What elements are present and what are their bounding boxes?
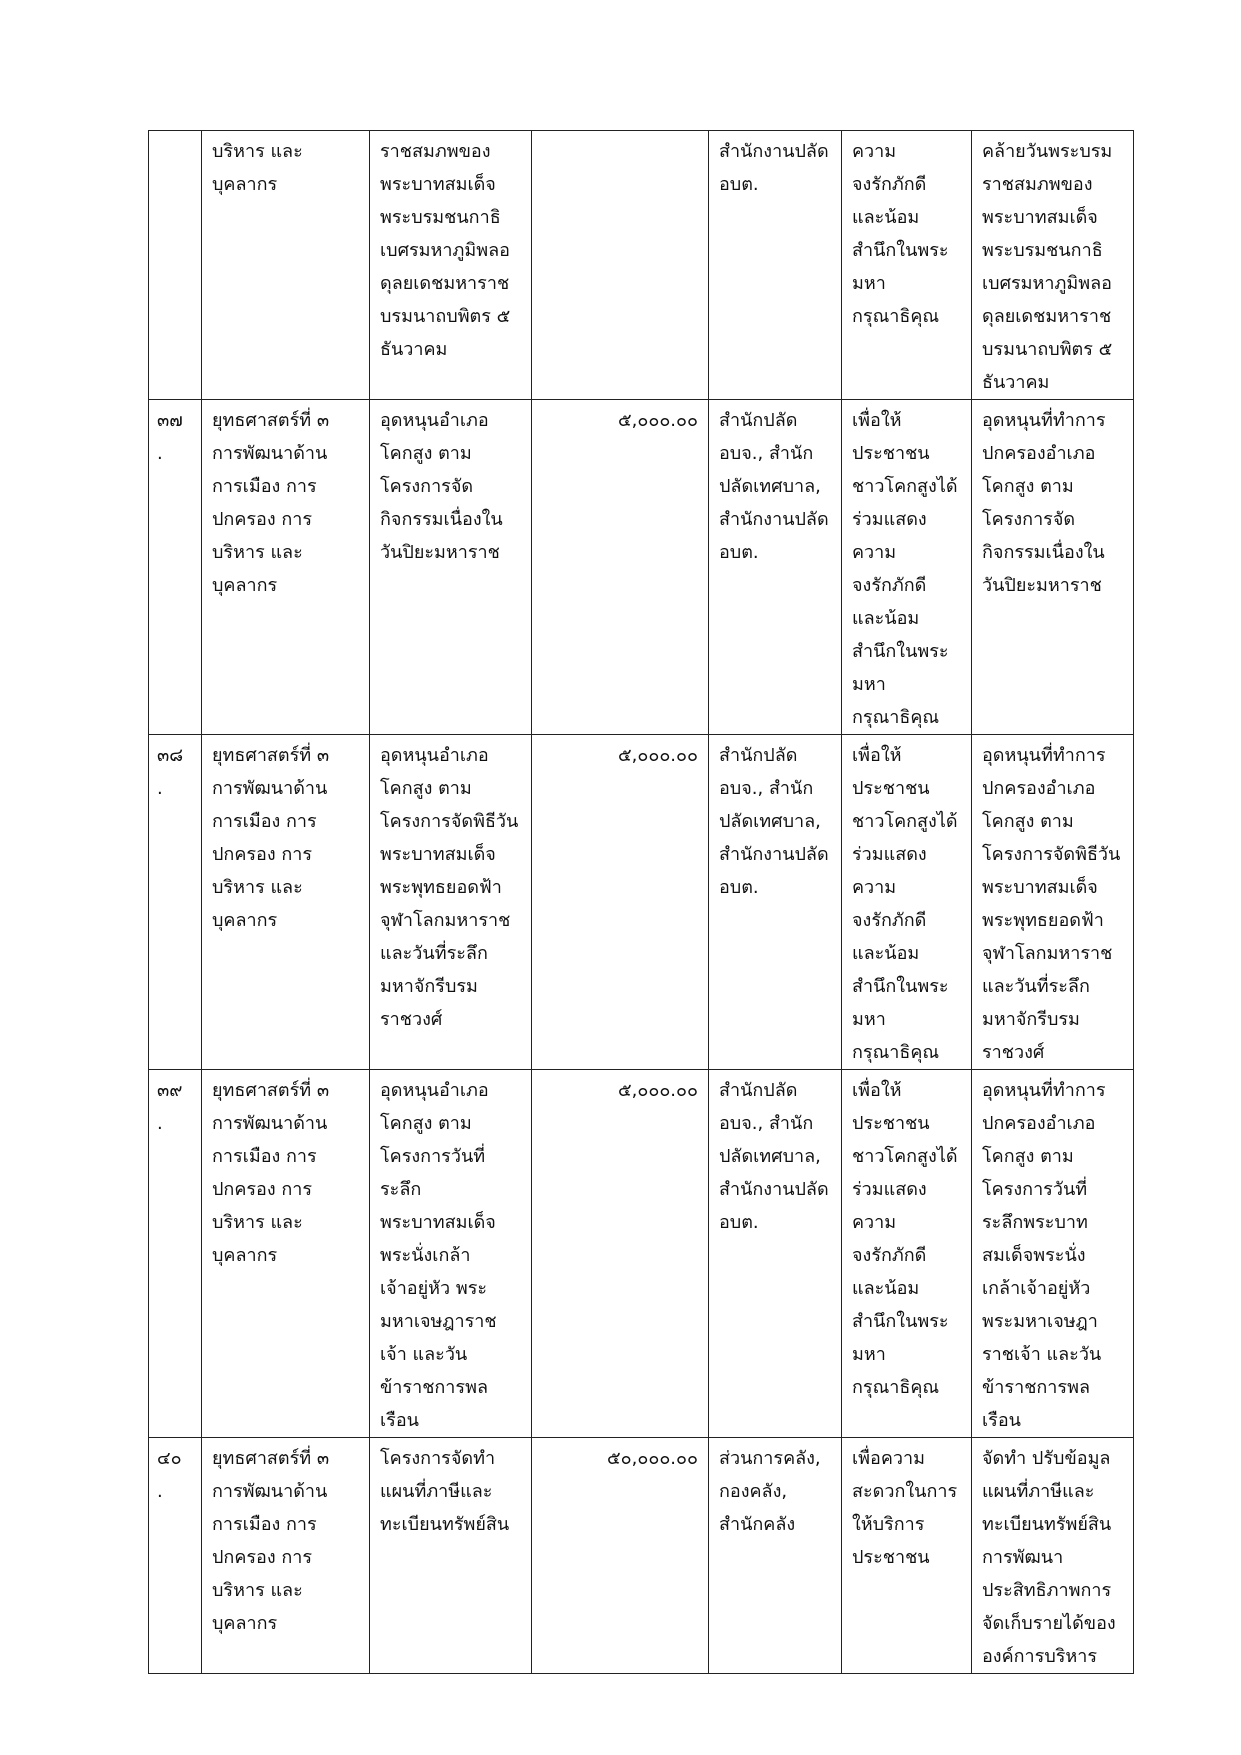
output-cell: อุดหนุนที่ทำการ ปกครองอำเภอ โคกสูง ตาม โครงการวันที่ ระลึกพระบาท สมเด็จพระนั่ง เกล้าเจ้าอยู่หัว พระมหาเจษฎา ราชเจ้า และวัน ข้าราชการพล เรือน: [972, 1070, 1134, 1438]
table-row: [149, 1438, 1134, 1674]
agency-cell: สำนักปลัด อบจ., สำนัก ปลัดเทศบาล, สำนักงานปลัด อบต.: [709, 1070, 842, 1438]
row-number: ๓๗ .: [149, 400, 202, 735]
project-cell: อุดหนุนอำเภอ โคกสูง ตาม โครงการจัด กิจกรรมเนื่องใน วันปิยะมหาราช: [370, 400, 532, 735]
table-row: [149, 1070, 1134, 1438]
objective-cell: เพื่อให้ ประชาชน ชาวโคกสูงได้ ร่วมแสดง ความ จงรักภักดี และน้อม สำนึกในพระ มหา กรุณาธิคุณ: [842, 1070, 972, 1438]
output-cell: จัดทำ ปรับข้อมูล แผนที่ภาษีและ ทะเบียนทรัพย์สิน การพัฒนา ประสิทธิภาพการ จัดเก็บรายได้ของ องค์การบริหาร: [972, 1438, 1134, 1674]
project-cell: อุดหนุนอำเภอ โคกสูง ตาม โครงการวันที่ ระลึก พระบาทสมเด็จ พระนั่งเกล้า เจ้าอยู่หัว พระ มหาเจษฎาราช เจ้า และวัน ข้าราชการพล เรือน: [370, 1070, 532, 1438]
output-cell: คล้ายวันพระบรม ราชสมภพของ พระบาทสมเด็จ พระบรมชนกาธิ เบศรมหาภูมิพลอ ดุลยเดชมหาราช บรมนาถบพิตร ๕ ธันวาคม: [972, 131, 1134, 400]
project-cell: ราชสมภพของ พระบาทสมเด็จ พระบรมชนกาธิ เบศรมหาภูมิพลอ ดุลยเดชมหาราช บรมนาถบพิตร ๕ ธันวาคม: [370, 131, 532, 400]
agency-cell: สำนักปลัด อบจ., สำนัก ปลัดเทศบาล, สำนักงานปลัด อบต.: [709, 735, 842, 1070]
strategy-cell: ยุทธศาสตร์ที่ ๓ การพัฒนาด้าน การเมือง การ ปกครอง การ บริหาร และ บุคลากร: [202, 1438, 370, 1674]
budget-cell: ๕,๐๐๐.๐๐: [532, 400, 709, 735]
strategy-cell: ยุทธศาสตร์ที่ ๓ การพัฒนาด้าน การเมือง การ ปกครอง การ บริหาร และ บุคลากร: [202, 1070, 370, 1438]
table-row: [149, 400, 1134, 735]
agency-cell: ส่วนการคลัง, กองคลัง, สำนักคลัง: [709, 1438, 842, 1674]
project-cell: โครงการจัดทำ แผนที่ภาษีและ ทะเบียนทรัพย์สิน: [370, 1438, 532, 1674]
strategy-cell: ยุทธศาสตร์ที่ ๓ การพัฒนาด้าน การเมือง การ ปกครอง การ บริหาร และ บุคลากร: [202, 400, 370, 735]
strategy-cell: ยุทธศาสตร์ที่ ๓ การพัฒนาด้าน การเมือง การ ปกครอง การ บริหาร และ บุคลากร: [202, 735, 370, 1070]
row-number: ๔๐ .: [149, 1438, 202, 1674]
objective-cell: เพื่อให้ ประชาชน ชาวโคกสูงได้ ร่วมแสดง ความ จงรักภักดี และน้อม สำนึกในพระ มหา กรุณาธิคุณ: [842, 735, 972, 1070]
strategy-cell: บริหาร และ บุคลากร: [202, 131, 370, 400]
project-cell: อุดหนุนอำเภอ โคกสูง ตาม โครงการจัดพิธีวัน พระบาทสมเด็จ พระพุทธยอดฟ้า จุฬาโลกมหาราช และวันที่ระลึก มหาจักรีบรม ราชวงศ์: [370, 735, 532, 1070]
output-cell: อุดหนุนที่ทำการ ปกครองอำเภอ โคกสูง ตาม โครงการจัด กิจกรรมเนื่องใน วันปิยะมหาราช: [972, 400, 1134, 735]
objective-cell: เพื่อความ สะดวกในการ ให้บริการ ประชาชน: [842, 1438, 972, 1674]
row-number: ๓๘ .: [149, 735, 202, 1070]
agency-cell: สำนักงานปลัด อบต.: [709, 131, 842, 400]
table-row: [149, 131, 1134, 400]
budget-cell: [532, 131, 709, 400]
table-row: [149, 735, 1134, 1070]
agency-cell: สำนักปลัด อบจ., สำนัก ปลัดเทศบาล, สำนักงานปลัด อบต.: [709, 400, 842, 735]
budget-cell: ๕,๐๐๐.๐๐: [532, 1070, 709, 1438]
budget-cell: ๕๐,๐๐๐.๐๐: [532, 1438, 709, 1674]
budget-cell: ๕,๐๐๐.๐๐: [532, 735, 709, 1070]
objective-cell: เพื่อให้ ประชาชน ชาวโคกสูงได้ ร่วมแสดง ความ จงรักภักดี และน้อม สำนึกในพระ มหา กรุณาธิคุณ: [842, 400, 972, 735]
output-cell: อุดหนุนที่ทำการ ปกครองอำเภอ โคกสูง ตาม โครงการจัดพิธีวัน พระบาทสมเด็จ พระพุทธยอดฟ้า จุฬาโลกมหาราช และวันที่ระลึก มหาจักรีบรม ราชวงศ์: [972, 735, 1134, 1070]
project-table: [148, 130, 1134, 1674]
row-number: ๓๙ .: [149, 1070, 202, 1438]
objective-cell: ความ จงรักภักดี และน้อม สำนึกในพระ มหา กรุณาธิคุณ: [842, 131, 972, 400]
row-number: [149, 131, 202, 400]
